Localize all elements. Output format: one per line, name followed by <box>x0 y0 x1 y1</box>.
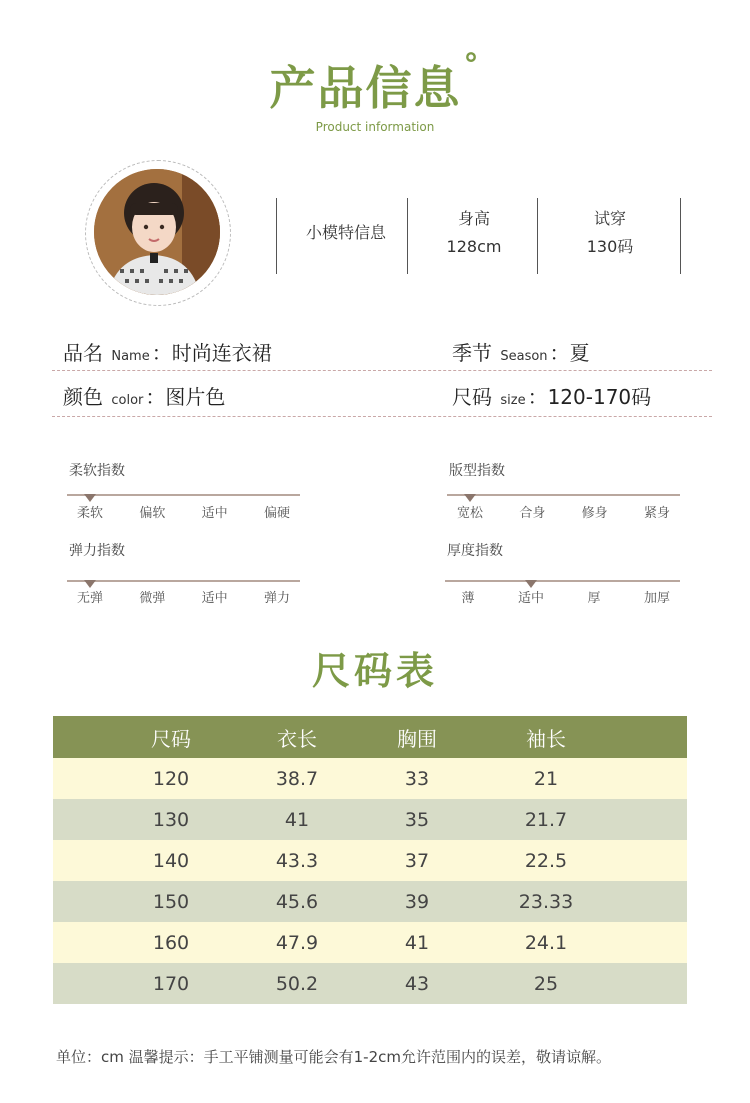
height-label: 身高 <box>457 209 490 228</box>
table-cell: 25 <box>533 972 559 995</box>
table-cell: 21 <box>533 767 559 790</box>
title-text: 产品信息 <box>269 61 462 115</box>
table-cell: 38.7 <box>275 767 319 790</box>
sep: ： <box>145 385 166 409</box>
divider <box>537 198 538 274</box>
index-title: 弹力指数 <box>69 543 125 559</box>
table-cell: 43.3 <box>275 849 319 872</box>
sep: ： <box>549 341 570 365</box>
table-row <box>53 881 687 922</box>
model-photo-illustration <box>94 169 220 295</box>
table-cell: 35 <box>404 808 430 831</box>
table-cell: 41 <box>284 808 310 831</box>
color-label-en: color <box>111 393 144 408</box>
table-cell: 150 <box>152 890 190 913</box>
model-info-label: 小模特信息 <box>305 223 386 242</box>
table-cell: 170 <box>152 972 190 995</box>
size-row <box>452 381 651 410</box>
table-cell: 160 <box>152 931 190 954</box>
page-title <box>0 48 750 118</box>
index-title: 柔软指数 <box>69 463 125 479</box>
table-row <box>53 758 687 799</box>
table-cell: 45.6 <box>275 890 319 913</box>
table-cell: 41 <box>404 931 430 954</box>
table-row <box>53 963 687 1004</box>
dashed-divider <box>52 416 712 417</box>
index-option: 适中 <box>201 506 228 521</box>
table-row <box>53 799 687 840</box>
divider <box>680 198 681 274</box>
index-option: 偏硬 <box>263 506 291 521</box>
color-value: 图片色 <box>165 385 226 409</box>
index-title: 厚度指数 <box>447 543 503 559</box>
color-row <box>63 381 225 410</box>
index-scale-line <box>67 580 300 582</box>
index-option: 偏软 <box>139 506 166 521</box>
season-label: 季节 <box>452 341 492 365</box>
dashed-divider <box>52 370 712 371</box>
size-label: 尺码 <box>452 385 492 409</box>
index-title: 版型指数 <box>449 463 505 479</box>
index-selected-marker <box>84 494 96 502</box>
size-value: 120-170码 <box>547 385 652 409</box>
index-option: 弹力 <box>263 591 291 606</box>
name-label-en: Name <box>111 349 150 364</box>
index-scale-line <box>445 580 680 582</box>
divider <box>276 198 277 274</box>
index-option: 加厚 <box>643 591 671 606</box>
table-cell: 50.2 <box>275 972 319 995</box>
size-table <box>53 716 687 1004</box>
index-option: 薄 <box>461 591 475 606</box>
table-cell: 33 <box>404 767 430 790</box>
height-value: 128cm <box>446 237 502 256</box>
index-selected-marker <box>464 494 476 502</box>
index-option: 宽松 <box>456 506 484 521</box>
index-option: 微弹 <box>139 591 166 606</box>
product-name-row <box>63 337 272 366</box>
index-option: 厚 <box>587 591 601 606</box>
table-cell: 39 <box>404 890 430 913</box>
table-cell: 21.7 <box>524 808 568 831</box>
table-cell: 130 <box>152 808 190 831</box>
table-header-cell: 衣长 <box>277 726 317 751</box>
model-fit <box>545 205 675 261</box>
season-row <box>452 337 590 366</box>
index-option: 紧身 <box>643 506 671 521</box>
index-scale-line <box>67 494 300 496</box>
table-cell: 37 <box>404 849 430 872</box>
table-cell: 43 <box>404 972 430 995</box>
table-row <box>53 840 687 881</box>
table-cell: 22.5 <box>524 849 568 872</box>
title-mark: ° <box>463 48 481 83</box>
divider <box>407 198 408 274</box>
size-table-title: 尺码表 <box>311 649 438 693</box>
table-cell: 120 <box>152 767 190 790</box>
table-header-cell: 袖长 <box>526 726 566 751</box>
footer-note: 单位：cm 温馨提示：手工平铺测量可能会有1-2cm允许范围内的误差，敬请谅解。 <box>56 1048 611 1066</box>
index-option: 适中 <box>201 591 228 606</box>
index-option: 柔软 <box>76 506 104 521</box>
fit-value: 130码 <box>586 237 634 256</box>
index-option: 无弹 <box>76 591 104 606</box>
table-row <box>53 922 687 963</box>
model-avatar <box>92 167 222 297</box>
sep: ： <box>151 341 172 365</box>
table-cell: 47.9 <box>275 931 319 954</box>
index-scale-line <box>447 494 680 496</box>
index-selected-marker <box>525 580 537 588</box>
index-option: 适中 <box>517 591 545 606</box>
model-height <box>410 205 538 261</box>
table-cell: 140 <box>152 849 190 872</box>
index-selected-marker <box>84 580 96 588</box>
index-option: 修身 <box>581 506 608 521</box>
size-label-en: size <box>500 393 526 408</box>
sep: ： <box>527 385 548 409</box>
season-label-en: Season <box>500 349 548 364</box>
index-option: 合身 <box>519 506 546 521</box>
table-header-row <box>53 716 687 758</box>
table-header-cell: 胸围 <box>397 726 437 751</box>
table-cell: 24.1 <box>524 931 568 954</box>
table-cell: 23.33 <box>518 890 574 913</box>
color-label: 颜色 <box>63 385 103 409</box>
season-value: 夏 <box>569 341 590 365</box>
name-label: 品名 <box>63 341 103 365</box>
page-subtitle: Product information <box>315 120 435 134</box>
fit-label: 试穿 <box>593 209 626 228</box>
table-header-cell: 尺码 <box>151 726 191 751</box>
name-value: 时尚连衣裙 <box>171 341 272 365</box>
